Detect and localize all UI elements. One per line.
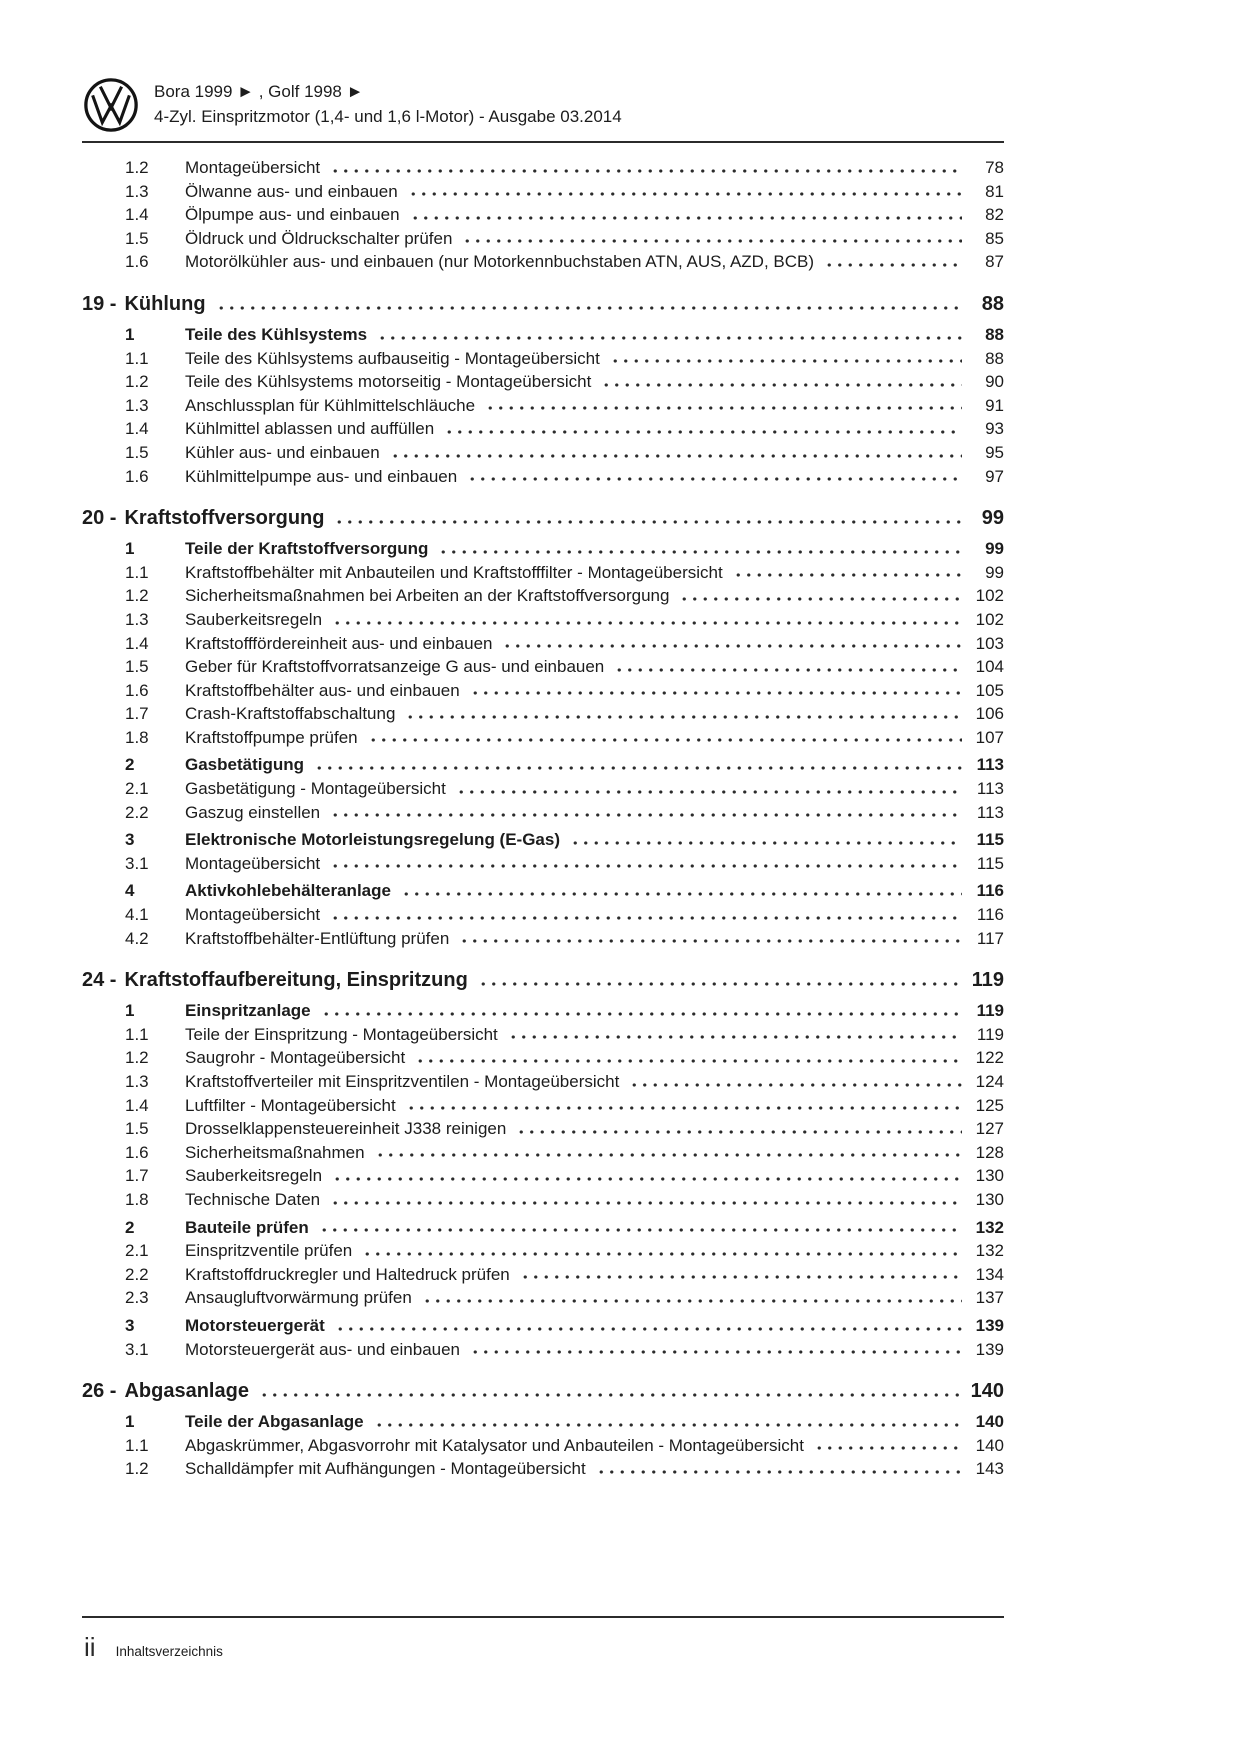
toc-entry-title: Motorölkühler aus- und einbauen (nur Motorkennbuchstaben ATN, AUS, AZD, BCB) — [185, 252, 815, 272]
toc-entry-number: 2.1 — [125, 779, 149, 799]
toc-entry-title: Ölwanne aus- und einbauen — [185, 181, 398, 201]
toc-entry-page: 130 — [975, 1189, 1004, 1209]
toc-entry-number: 2.2 — [125, 802, 149, 822]
toc-entry-number: 1.6 — [125, 466, 149, 486]
toc-entry-row[interactable] — [82, 1094, 1004, 1118]
toc-entry-title: Technische Daten — [185, 1189, 321, 1209]
dot-leader — [330, 169, 962, 173]
dot-leader — [330, 1201, 962, 1205]
dot-leader — [444, 430, 962, 434]
toc-entry-page: 78 — [985, 158, 1004, 177]
toc-list — [82, 156, 1004, 1481]
toc-entry-title: Bauteile prüfen — [185, 1217, 309, 1237]
toc-entry-row[interactable] — [82, 1314, 1004, 1338]
toc-entry-page: 87 — [985, 252, 1004, 272]
toc-entry-number: 4.2 — [125, 928, 149, 948]
toc-entry-row[interactable] — [82, 203, 1004, 227]
toc-entry-page: 97 — [985, 466, 1004, 486]
toc-entry-number: 1.2 — [125, 372, 149, 392]
toc-entry-row[interactable] — [82, 180, 1004, 204]
toc-entry-number: 1.2 — [125, 158, 149, 177]
toc-entry-title: Anschlussplan für Kühlmittelschläuche — [185, 395, 476, 415]
toc-entry-page: 99 — [985, 539, 1004, 559]
toc-entry-number: 1.3 — [125, 1072, 149, 1091]
dot-leader — [330, 916, 962, 920]
toc-entry-title: Geber für Kraftstoffvorratsanzeige G aus- und einbauen — [185, 657, 605, 677]
dot-leader — [596, 1470, 962, 1474]
dot-leader — [377, 336, 962, 340]
toc-entry-title: Motorsteuergerät — [185, 1315, 325, 1335]
dot-leader — [614, 668, 962, 672]
toc-entry-number: 3.1 — [125, 853, 149, 873]
toc-chapter-row[interactable] — [82, 505, 1004, 532]
toc-entry-row[interactable] — [82, 903, 1004, 927]
toc-entry-number: 1.4 — [125, 419, 149, 439]
toc-entry-row[interactable] — [82, 726, 1004, 750]
page-footer — [84, 1632, 223, 1662]
toc-entry-page: 82 — [985, 205, 1004, 225]
toc-entry-title: Einspritzventile prüfen — [185, 1241, 353, 1261]
toc-entry-page: 107 — [975, 727, 1004, 747]
toc-entry-title: Montageübersicht — [185, 905, 321, 925]
toc-entry-title: Abgaskrümmer, Abgasvorrohr mit Katalysator und Anbauteilen - Montageübersicht — [185, 1435, 804, 1455]
toc-entry-number: 24 - — [82, 969, 117, 992]
toc-entry-title: Elektronische Motorleistungsregelung (E-Gas) — [185, 830, 561, 850]
dot-leader — [314, 766, 962, 770]
dot-leader — [216, 306, 962, 310]
toc-entry-title: Kühlmittel ablassen und auffüllen — [185, 419, 435, 439]
toc-entry-title: Drosselklappensteuereinheit J338 reinigen — [185, 1119, 507, 1139]
toc-entry-number: 1.5 — [125, 228, 149, 248]
toc-entry-title: Kraftstoffaufbereitung, Einspritzung — [124, 969, 468, 992]
toc-entry-page: 116 — [976, 905, 1004, 925]
toc-entry-row[interactable] — [82, 999, 1004, 1023]
dot-leader — [332, 621, 962, 625]
toc-entry-title: Sauberkeitsregeln — [185, 609, 323, 629]
dot-leader — [362, 1252, 962, 1256]
toc-entry-title: Einspritzanlage — [185, 1001, 311, 1021]
dot-leader — [438, 550, 962, 554]
toc-entry-row[interactable] — [82, 852, 1004, 876]
toc-entry-title: Kraftstofffördereinheit aus- und einbauen — [185, 633, 493, 653]
toc-entry-title: Sicherheitsmaßnahmen bei Arbeiten an der Kraftstoffversorgung — [185, 586, 670, 606]
dot-leader — [629, 1083, 962, 1087]
dot-leader — [408, 192, 962, 196]
dot-leader — [319, 1228, 962, 1232]
toc-entry-number: 2 — [125, 755, 135, 775]
toc-entry-number: 1.7 — [125, 704, 149, 724]
dot-leader — [459, 939, 962, 943]
dot-leader — [334, 520, 962, 524]
toc-entry-number: 1.3 — [125, 181, 149, 201]
footer-rule — [82, 1616, 1004, 1618]
toc-entry-number: 1.4 — [125, 633, 149, 653]
toc-entry-number: 3 — [125, 1315, 135, 1335]
toc-entry-number: 1 — [125, 1001, 135, 1021]
toc-entry-title: Saugrohr - Montageübersicht — [185, 1048, 406, 1068]
toc-entry-title: Teile der Einspritzung - Montageübersicht — [185, 1024, 498, 1044]
toc-entry-page: 134 — [975, 1264, 1004, 1284]
toc-entry-page: 113 — [976, 755, 1004, 775]
toc-entry-title: Abgasanlage — [124, 1380, 249, 1403]
toc-entry-row[interactable] — [82, 465, 1004, 489]
toc-entry-number: 1 — [125, 1412, 135, 1432]
dot-leader — [456, 790, 962, 794]
toc-entry-number: 4 — [125, 881, 135, 901]
toc-entry-page: 88 — [981, 292, 1004, 315]
toc-entry-row[interactable] — [82, 1286, 1004, 1310]
dot-leader — [321, 1012, 962, 1016]
toc-entry-number: 19 - — [82, 292, 117, 315]
toc-entry-title: Crash-Kraftstoffabschaltung — [185, 704, 396, 724]
toc-entry-page: 81 — [985, 181, 1004, 201]
toc-entry-number: 1.2 — [125, 586, 149, 606]
toc-entry-title: Gasbetätigung - Montageübersicht — [185, 779, 446, 799]
dot-leader — [462, 239, 962, 243]
dot-leader — [478, 982, 962, 986]
toc-chapter-row[interactable] — [82, 291, 1004, 318]
toc-entry-row[interactable] — [82, 417, 1004, 441]
toc-entry-title: Kraftstoffverteiler mit Einspritzventilen - Montageübersicht — [185, 1072, 620, 1091]
toc-entry-number: 4.1 — [125, 905, 149, 925]
toc-entry-number: 3.1 — [125, 1339, 149, 1359]
toc-chapter-row[interactable] — [82, 1378, 1004, 1405]
toc-entry-row[interactable] — [82, 608, 1004, 632]
toc-entry-row[interactable] — [82, 879, 1004, 903]
toc-entry-page: 124 — [975, 1072, 1004, 1091]
dot-leader — [410, 216, 962, 220]
toc-entry-number: 1.1 — [125, 1435, 149, 1455]
toc-chapter-row[interactable] — [82, 967, 1004, 994]
toc-entry-row[interactable] — [82, 777, 1004, 801]
toc-entry-number: 1.4 — [125, 205, 149, 225]
toc-entry-title: Kraftstoffversorgung — [124, 507, 325, 530]
toc-entry-page: 113 — [976, 802, 1004, 822]
toc-entry-title: Kühlung — [124, 292, 206, 315]
toc-entry-row[interactable] — [82, 1457, 1004, 1481]
toc-entry-page: 104 — [975, 657, 1004, 677]
header-model-line: Bora 1999 ► , Golf 1998 ► — [154, 82, 364, 101]
toc-entry-page: 90 — [985, 372, 1004, 392]
toc-entry-number: 1.1 — [125, 1024, 149, 1044]
toc-entry-row[interactable] — [82, 1117, 1004, 1141]
toc-entry-page: 113 — [976, 779, 1004, 799]
toc-entry-row[interactable] — [82, 561, 1004, 585]
toc-entry-page: 125 — [975, 1095, 1004, 1115]
toc-entry-page: 85 — [985, 228, 1004, 248]
dot-leader — [259, 1393, 962, 1397]
dot-leader — [470, 691, 962, 695]
dot-leader — [610, 359, 962, 363]
toc-entry-title: Teile der Kraftstoffversorgung — [185, 539, 429, 559]
toc-entry-number: 1 — [125, 324, 135, 344]
dot-leader — [814, 1446, 962, 1450]
toc-entry-page: 130 — [975, 1166, 1004, 1186]
toc-entry-page: 119 — [976, 1001, 1004, 1021]
dot-leader — [330, 813, 962, 817]
dot-leader — [502, 644, 962, 648]
toc-entry-title: Gaszug einstellen — [185, 802, 321, 822]
toc-entry-row[interactable] — [82, 1141, 1004, 1165]
dot-leader — [415, 1059, 962, 1063]
toc-entry-title: Teile des Kühlsystems aufbauseitig - Montageübersicht — [185, 348, 600, 368]
toc-entry-number: 1.2 — [125, 1048, 149, 1068]
toc-entry-page: 140 — [970, 1380, 1004, 1403]
toc-entry-title: Teile der Abgasanlage — [185, 1412, 364, 1432]
toc-entry-row[interactable] — [82, 1263, 1004, 1287]
toc-entry-page: 115 — [976, 830, 1004, 850]
toc-entry-row[interactable] — [82, 1216, 1004, 1240]
toc-entry-number: 1.5 — [125, 1119, 149, 1139]
toc-entry-row[interactable] — [82, 801, 1004, 825]
toc-entry-row[interactable] — [82, 753, 1004, 777]
toc-entry-page: 102 — [975, 586, 1004, 606]
toc-entry-page: 116 — [976, 881, 1004, 901]
toc-entry-title: Schalldämpfer mit Aufhängungen - Montageübersicht — [185, 1459, 586, 1479]
toc-entry-row[interactable] — [82, 323, 1004, 347]
toc-entry-number: 1.3 — [125, 395, 149, 415]
toc-entry-title: Kühler aus- und einbauen — [185, 442, 380, 462]
toc-entry-title: Kraftstoffpumpe prüfen — [185, 727, 358, 747]
toc-entry-page: 88 — [985, 348, 1004, 368]
toc-entry-page: 95 — [985, 442, 1004, 462]
toc-entry-title: Aktivkohlebehälteranlage — [185, 881, 391, 901]
toc-entry-row[interactable] — [82, 702, 1004, 726]
dot-leader — [520, 1275, 962, 1279]
dot-leader — [330, 864, 962, 868]
toc-entry-title: Öldruck und Öldruckschalter prüfen — [185, 228, 453, 248]
toc-entry-title: Montageübersicht — [185, 158, 321, 177]
toc-entry-row[interactable] — [82, 347, 1004, 371]
toc-entry-page: 139 — [975, 1315, 1004, 1335]
header-rule — [82, 141, 1004, 143]
toc-entry-page: 140 — [975, 1435, 1004, 1455]
toc-entry-row[interactable] — [82, 1434, 1004, 1458]
toc-entry-page: 106 — [975, 704, 1004, 724]
toc-entry-row[interactable] — [82, 537, 1004, 561]
toc-entry-page: 99 — [981, 507, 1004, 530]
toc-entry-number: 1.6 — [125, 680, 149, 700]
toc-entry-page: 99 — [985, 562, 1004, 582]
dot-leader — [601, 383, 962, 387]
header-subtitle-line: 4-Zyl. Einspritzmotor (1,4- und 1,6 l-Motor) - Ausgabe 03.2014 — [154, 107, 622, 126]
toc-entry-row[interactable] — [82, 679, 1004, 703]
dot-leader — [368, 738, 962, 742]
toc-entry-row[interactable] — [82, 394, 1004, 418]
dot-leader — [470, 1350, 962, 1354]
toc-entry-number: 1.6 — [125, 252, 149, 272]
toc-entry-page: 93 — [985, 419, 1004, 439]
dot-leader — [570, 841, 962, 845]
toc-entry-row[interactable] — [82, 828, 1004, 852]
toc-entry-page: 105 — [975, 680, 1004, 700]
toc-entry-row[interactable] — [82, 1239, 1004, 1263]
toc-entry-number: 2.1 — [125, 1241, 149, 1261]
toc-entry-title: Kraftstoffbehälter mit Anbauteilen und Kraftstofffilter - Montageübersicht — [185, 562, 723, 582]
toc-entry-title: Kraftstoffbehälter-Entlüftung prüfen — [185, 928, 450, 948]
toc-entry-page: 103 — [975, 633, 1004, 653]
toc-entry-page: 137 — [975, 1288, 1004, 1308]
toc-entry-row[interactable] — [82, 1188, 1004, 1212]
toc-entry-title: Gasbetätigung — [185, 755, 305, 775]
toc-entry-page: 115 — [976, 853, 1004, 873]
toc-entry-row[interactable] — [82, 927, 1004, 951]
toc-entry-row[interactable] — [82, 250, 1004, 274]
vw-logo-icon — [82, 76, 140, 134]
toc-entry-number: 1.5 — [125, 657, 149, 677]
toc-entry-number: 2.2 — [125, 1264, 149, 1284]
toc-entry-number: 1.3 — [125, 609, 149, 629]
toc-entry-row[interactable] — [82, 1164, 1004, 1188]
footer-label: Inhaltsverzeichnis — [115, 1644, 223, 1659]
toc-entry-page: 117 — [976, 928, 1004, 948]
toc-entry-title: Kraftstoffbehälter aus- und einbauen — [185, 680, 460, 700]
toc-entry-title: Ölpumpe aus- und einbauen — [185, 205, 400, 225]
toc-entry-page: 132 — [975, 1241, 1004, 1261]
toc-entry-row[interactable] — [82, 632, 1004, 656]
toc-entry-title: Luftfilter - Montageübersicht — [185, 1095, 396, 1115]
toc-entry-row[interactable] — [82, 227, 1004, 251]
toc-entry-title: Teile des Kühlsystems motorseitig - Montageübersicht — [185, 372, 592, 392]
toc-entry-number: 1.5 — [125, 442, 149, 462]
toc-entry-number: 1.7 — [125, 1166, 149, 1186]
toc-entry-title: Ansaugluftvorwärmung prüfen — [185, 1288, 412, 1308]
dot-leader — [422, 1299, 962, 1303]
page-content — [82, 76, 1004, 1481]
toc-entry-number: 1.2 — [125, 1459, 149, 1479]
toc-entry-number: 3 — [125, 830, 135, 850]
toc-entry-row[interactable] — [82, 1338, 1004, 1362]
toc-entry-row[interactable] — [82, 370, 1004, 394]
dot-leader — [405, 715, 962, 719]
dot-leader — [679, 597, 962, 601]
dot-leader — [733, 573, 962, 577]
toc-entry-page: 122 — [975, 1048, 1004, 1068]
toc-entry-row[interactable] — [82, 1023, 1004, 1047]
toc-entry-page: 132 — [975, 1217, 1004, 1237]
toc-entry-title: Motorsteuergerät aus- und einbauen — [185, 1339, 461, 1359]
page-header — [82, 76, 1004, 134]
toc-entry-page: 91 — [985, 395, 1004, 415]
toc-entry-title: Sauberkeitsregeln — [185, 1166, 323, 1186]
toc-entry-number: 20 - — [82, 507, 117, 530]
toc-entry-number: 1.4 — [125, 1095, 149, 1115]
toc-entry-number: 1.8 — [125, 1189, 149, 1209]
toc-entry-page: 139 — [975, 1339, 1004, 1359]
toc-entry-title: Sicherheitsmaßnahmen — [185, 1142, 365, 1162]
toc-entry-number: 1.1 — [125, 562, 149, 582]
toc-entry-page: 119 — [971, 969, 1004, 992]
toc-entry-number: 1 — [125, 539, 135, 559]
toc-entry-title: Kraftstoffdruckregler und Haltedruck prüfen — [185, 1264, 510, 1284]
dot-leader — [508, 1035, 962, 1039]
toc-entry-page: 140 — [975, 1412, 1004, 1432]
toc-entry-page: 128 — [975, 1142, 1004, 1162]
toc-entry-row[interactable] — [82, 655, 1004, 679]
toc-entry-page: 127 — [975, 1119, 1004, 1139]
toc-entry-title: Teile des Kühlsystems — [185, 324, 368, 344]
dot-leader — [335, 1327, 962, 1331]
toc-entry-title: Montageübersicht — [185, 853, 321, 873]
toc-entry-page: 102 — [975, 609, 1004, 629]
toc-entry-number: 2.3 — [125, 1288, 149, 1308]
dot-leader — [824, 263, 962, 267]
dot-leader — [485, 406, 962, 410]
dot-leader — [375, 1153, 962, 1157]
dot-leader — [332, 1177, 962, 1181]
dot-leader — [390, 454, 962, 458]
toc-entry-page: 88 — [985, 324, 1004, 344]
dot-leader — [406, 1106, 962, 1110]
header-text-block — [154, 76, 622, 129]
toc-entry-row[interactable] — [82, 441, 1004, 465]
toc-entry-number: 1.8 — [125, 727, 149, 747]
dot-leader — [516, 1130, 962, 1134]
footer-page-number: ii — [84, 1632, 96, 1662]
toc-entry-row[interactable] — [82, 1410, 1004, 1434]
toc-entry-title: Kühlmittelpumpe aus- und einbauen — [185, 466, 458, 486]
toc-entry-row[interactable] — [82, 584, 1004, 608]
dot-leader — [374, 1423, 962, 1427]
dot-leader — [401, 892, 962, 896]
dot-leader — [467, 477, 962, 481]
toc-entry-row[interactable] — [82, 1070, 1004, 1094]
toc-entry-page: 119 — [976, 1024, 1004, 1044]
toc-entry-number: 2 — [125, 1217, 135, 1237]
toc-entry-number: 1.6 — [125, 1142, 149, 1162]
toc-entry-number: 1.1 — [125, 348, 149, 368]
toc-entry-page: 143 — [975, 1459, 1004, 1479]
toc-entry-row[interactable] — [82, 1046, 1004, 1070]
toc-entry-row[interactable] — [82, 156, 1004, 180]
toc-entry-number: 26 - — [82, 1380, 117, 1403]
